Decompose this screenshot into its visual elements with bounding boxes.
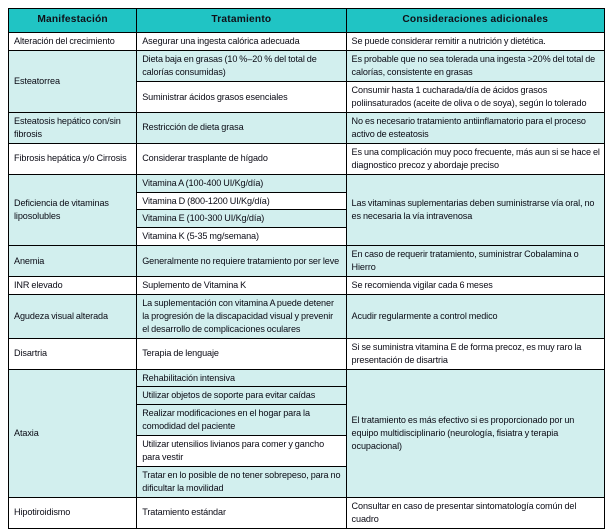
- treatment-cell: La suplementación con vitamina A puede detener la progresión de la discapacidad visual y prevenir el desarrollo de complicaciones oculares: [137, 294, 346, 338]
- consideration-cell: No es necesario tratamiento antiinflamatorio para el proceso activo de esteatosis: [346, 113, 604, 144]
- manifestation-cell: Agudeza visual alterada: [9, 294, 137, 338]
- treatment-cell: Suplemento de Vitamina K: [137, 277, 346, 295]
- table-row: [9, 174, 605, 192]
- consideration-cell: En caso de requerir tratamiento, suministrar Cobalamina o Hierro: [346, 246, 604, 277]
- treatment-cell: Considerar trasplante de hígado: [137, 143, 346, 174]
- table-row: [9, 143, 605, 174]
- treatment-cell: Vitamina A (100-400 UI/Kg/día): [137, 174, 346, 192]
- column-header-consideraciones: Consideraciones adicionales: [346, 9, 604, 33]
- treatment-cell: Restricción de dieta grasa: [137, 113, 346, 144]
- consideration-cell: Acudir regularmente a control medico: [346, 294, 604, 338]
- table-row: [9, 33, 605, 51]
- table-container: [8, 8, 605, 529]
- treatment-cell: Vitamina K (5-35 mg/semana): [137, 228, 346, 246]
- manifestation-cell: Hipotiroidismo: [9, 497, 137, 528]
- consideration-cell: Se recomienda vigilar cada 6 meses: [346, 277, 604, 295]
- table-row: [9, 369, 605, 387]
- treatment-cell: Generalmente no requiere tratamiento por ser leve: [137, 246, 346, 277]
- table-body: [9, 33, 605, 528]
- consideration-cell: Las vitaminas suplementarias deben suministrarse vía oral, no es necesaria la vía intravenosa: [346, 174, 604, 246]
- consideration-cell: Consumir hasta 1 cucharada/día de ácidos grasos poliinsaturados (aceite de oliva o de soya), según lo tolerado: [346, 82, 604, 113]
- clinical-manifestations-table: [8, 8, 605, 529]
- manifestation-cell: Fibrosis hepática y/o Cirrosis: [9, 143, 137, 174]
- header-row: [9, 9, 605, 33]
- treatment-cell: Rehabilitación intensiva: [137, 369, 346, 387]
- treatment-cell: Vitamina E (100-300 UI/Kg/día): [137, 210, 346, 228]
- treatment-cell: Suministrar ácidos grasos esenciales: [137, 82, 346, 113]
- table-row: [9, 246, 605, 277]
- manifestation-cell: Esteatosis hepático con/sin fibrosis: [9, 113, 137, 144]
- treatment-cell: Vitamina D (800-1200 UI/Kg/día): [137, 192, 346, 210]
- treatment-cell: Tratamiento estándar: [137, 497, 346, 528]
- manifestation-cell: INR elevado: [9, 277, 137, 295]
- manifestation-cell: Disartria: [9, 338, 137, 369]
- table-row: [9, 277, 605, 295]
- column-header-manifestacion: Manifestación: [9, 9, 137, 33]
- treatment-cell: Terapia de lenguaje: [137, 338, 346, 369]
- consideration-cell: Es probable que no sea tolerada una ingesta >20% del total de calorías, consistente en grasas: [346, 51, 604, 82]
- column-header-tratamiento: Tratamiento: [137, 9, 346, 33]
- treatment-cell: Realizar modificaciones en el hogar para la comodidad del paciente: [137, 405, 346, 436]
- table-row: [9, 294, 605, 338]
- consideration-cell: El tratamiento es más efectivo si es proporcionado por un equipo multidisciplinario (neurología, fisiatra y terapia ocupacional): [346, 369, 604, 497]
- consideration-cell: Si se suministra vitamina E de forma precoz, es muy raro la presentación de disartria: [346, 338, 604, 369]
- treatment-cell: Utilizar objetos de soporte para evitar caídas: [137, 387, 346, 405]
- treatment-cell: Utilizar utensilios livianos para comer y gancho para vestir: [137, 436, 346, 467]
- consideration-cell: Es una complicación muy poco frecuente, más aun si se hace el diagnostico precoz y abordaje preciso: [346, 143, 604, 174]
- consideration-cell: Se puede considerar remitir a nutrición y dietética.: [346, 33, 604, 51]
- manifestation-cell: Ataxia: [9, 369, 137, 497]
- table-header: [9, 9, 605, 33]
- table-row: [9, 51, 605, 82]
- treatment-cell: Dieta baja en grasas (10 %–20 % del total de calorías consumidas): [137, 51, 346, 82]
- manifestation-cell: Deficiencia de vitaminas liposolubles: [9, 174, 137, 246]
- treatment-cell: Asegurar una ingesta calórica adecuada: [137, 33, 346, 51]
- table-row: [9, 113, 605, 144]
- treatment-cell: Tratar en lo posible de no tener sobrepeso, para no dificultar la movilidad: [137, 466, 346, 497]
- manifestation-cell: Alteración del crecimiento: [9, 33, 137, 51]
- table-row: [9, 497, 605, 528]
- manifestation-cell: Esteatorrea: [9, 51, 137, 113]
- consideration-cell: Consultar en caso de presentar sintomatología común del cuadro: [346, 497, 604, 528]
- table-row: [9, 338, 605, 369]
- manifestation-cell: Anemia: [9, 246, 137, 277]
